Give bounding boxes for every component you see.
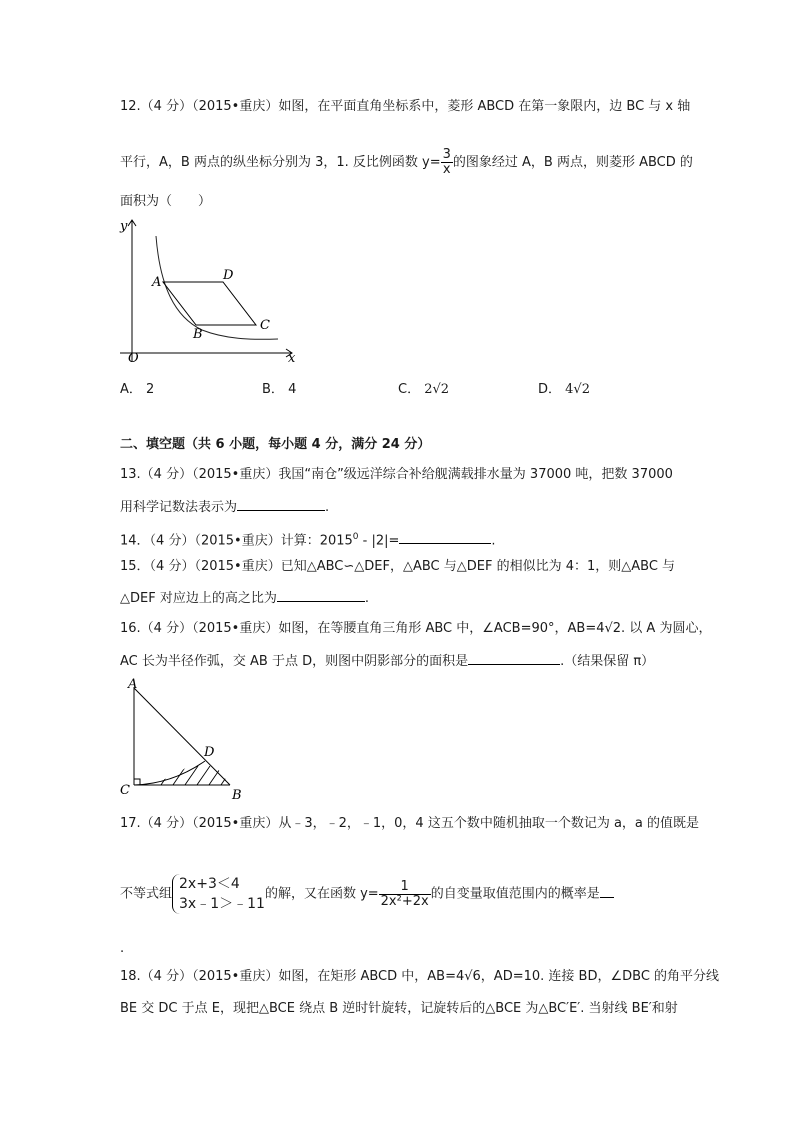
rhombus-abcd xyxy=(163,282,256,325)
right-angle-mark xyxy=(134,779,140,785)
q12-line2-after: 的图象经过 A，B 两点，则菱形 ABCD 的 xyxy=(452,155,693,170)
q14-superscript: 0 xyxy=(352,532,359,542)
choice-b-value: 4 xyxy=(288,382,297,397)
q12-fraction xyxy=(441,148,453,177)
choice-c-label: C． xyxy=(398,382,421,397)
q13-answer-blank[interactable] xyxy=(237,497,325,511)
q13-line2-end: . xyxy=(325,500,330,515)
q12-line3: 面积为（ ） xyxy=(120,194,212,209)
q12-line1: 12.（4 分）（2015•重庆）如图，在平面直角坐标系中，菱形 ABCD 在第一象限内，边 BC 与 x 轴 xyxy=(120,99,691,114)
label-O: O xyxy=(128,351,139,366)
q15-line2-end: . xyxy=(364,591,369,606)
q14-after: - |2|= xyxy=(358,533,400,549)
label-x: x xyxy=(288,351,296,366)
q14-before: 14．（4 分）（2015•重庆）计算：2015 xyxy=(120,533,353,549)
q17-answer-blank[interactable] xyxy=(600,884,614,898)
q18-line1: 18.（4 分）（2015•重庆）如图，在矩形 ABCD 中，AB=4√6，AD=10. 连接 BD，∠DBC 的角平分线 xyxy=(120,969,720,984)
q17-after: 的自变量取值范围内的概率是 xyxy=(430,886,600,902)
q17-before: 不等式组 xyxy=(120,886,173,902)
q16-line2 xyxy=(120,651,654,671)
q13-line1: 13.（4 分）（2015•重庆）我国“南仓”级远洋综合补给舰满载排水量为 37000 吨，把数 37000 xyxy=(120,467,673,482)
q14-line xyxy=(120,528,496,550)
label-D: D xyxy=(204,745,215,760)
q14-end: . xyxy=(491,533,496,549)
label-A: A xyxy=(128,677,138,692)
inequality-2: 3x﹣1＞﹣11 xyxy=(179,896,265,912)
choice-d[interactable] xyxy=(538,378,590,397)
q16-line2-text: AC 长为半径作弧，交 AB 于点 D，则图中阴影部分的面积是 xyxy=(120,654,469,669)
q17-line2 xyxy=(120,874,614,914)
q12-frac-num: 3 xyxy=(442,147,451,162)
q17-line1: 17.（4 分）（2015•重庆）从﹣3，﹣2，﹣1，0，4 这五个数中随机抽取一个数记为 a，a 的值既是 xyxy=(120,816,700,831)
choice-a-value: 2 xyxy=(146,382,155,397)
q16-answer-blank[interactable] xyxy=(468,651,560,665)
q16-figure xyxy=(112,676,252,801)
choice-c-value: 2√2 xyxy=(424,382,450,397)
label-C: C xyxy=(120,783,130,798)
choice-d-label: D． xyxy=(538,382,562,397)
q12-frac-den: x xyxy=(442,162,451,177)
q17-frac-den: 2x²+2x xyxy=(380,893,429,909)
q13-line2-text: 用科学记数法表示为 xyxy=(120,500,238,515)
choice-b-label: B． xyxy=(262,382,284,397)
label-C: C xyxy=(260,318,270,333)
q15-line2 xyxy=(120,588,369,608)
q17-fraction xyxy=(379,880,431,909)
choice-b[interactable] xyxy=(262,378,296,397)
q12-figure xyxy=(110,212,310,367)
choice-d-value: 4√2 xyxy=(565,382,590,397)
label-A: A xyxy=(152,275,162,290)
q12-line2-before: 平行，A，B 两点的纵坐标分别为 3，1. 反比例函数 y= xyxy=(120,155,441,170)
inequality-1: 2x+3＜4 xyxy=(179,876,240,892)
q18-line2: BE 交 DC 于点 E，现把△BCE 绕点 B 逆时针旋转，记旋转后的△BCE 为△BC′E′. 当射线 BE′和射 xyxy=(120,1001,678,1016)
shaded-region xyxy=(152,766,234,798)
q14-answer-blank[interactable] xyxy=(399,530,491,544)
q15-line1: 15．（4 分）（2015•重庆）已知△ABC∽△DEF，△ABC 与△DEF 的相似比为 4：1，则△ABC 与 xyxy=(120,559,676,574)
label-B: B xyxy=(193,327,203,342)
label-y: y xyxy=(120,219,128,234)
q17-middle: 的解，又在函数 y= xyxy=(264,886,379,902)
q17-end: . xyxy=(120,941,125,956)
label-D: D xyxy=(223,268,234,283)
choice-a[interactable] xyxy=(120,378,154,397)
section-heading: 二、填空题（共 6 小题，每小题 4 分，满分 24 分） xyxy=(120,437,431,452)
q16-line2-end: .（结果保留 π） xyxy=(560,654,655,669)
q17-frac-num: 1 xyxy=(379,880,431,895)
q12-line2 xyxy=(120,148,693,177)
choice-c[interactable] xyxy=(398,378,449,397)
choice-a-label: A． xyxy=(120,382,142,397)
q13-line2 xyxy=(120,497,329,517)
label-B: B xyxy=(232,788,242,801)
side-ab xyxy=(134,688,230,785)
inequality-system xyxy=(172,874,265,914)
q15-line2-text: △DEF 对应边上的高之比为 xyxy=(120,591,277,606)
arc-cd xyxy=(134,761,205,785)
q16-line1: 16.（4 分）（2015•重庆）如图，在等腰直角三角形 ABC 中，∠ACB=90°，AB=4√2. 以 A 为圆心， xyxy=(120,621,712,636)
q15-answer-blank[interactable] xyxy=(277,588,365,602)
